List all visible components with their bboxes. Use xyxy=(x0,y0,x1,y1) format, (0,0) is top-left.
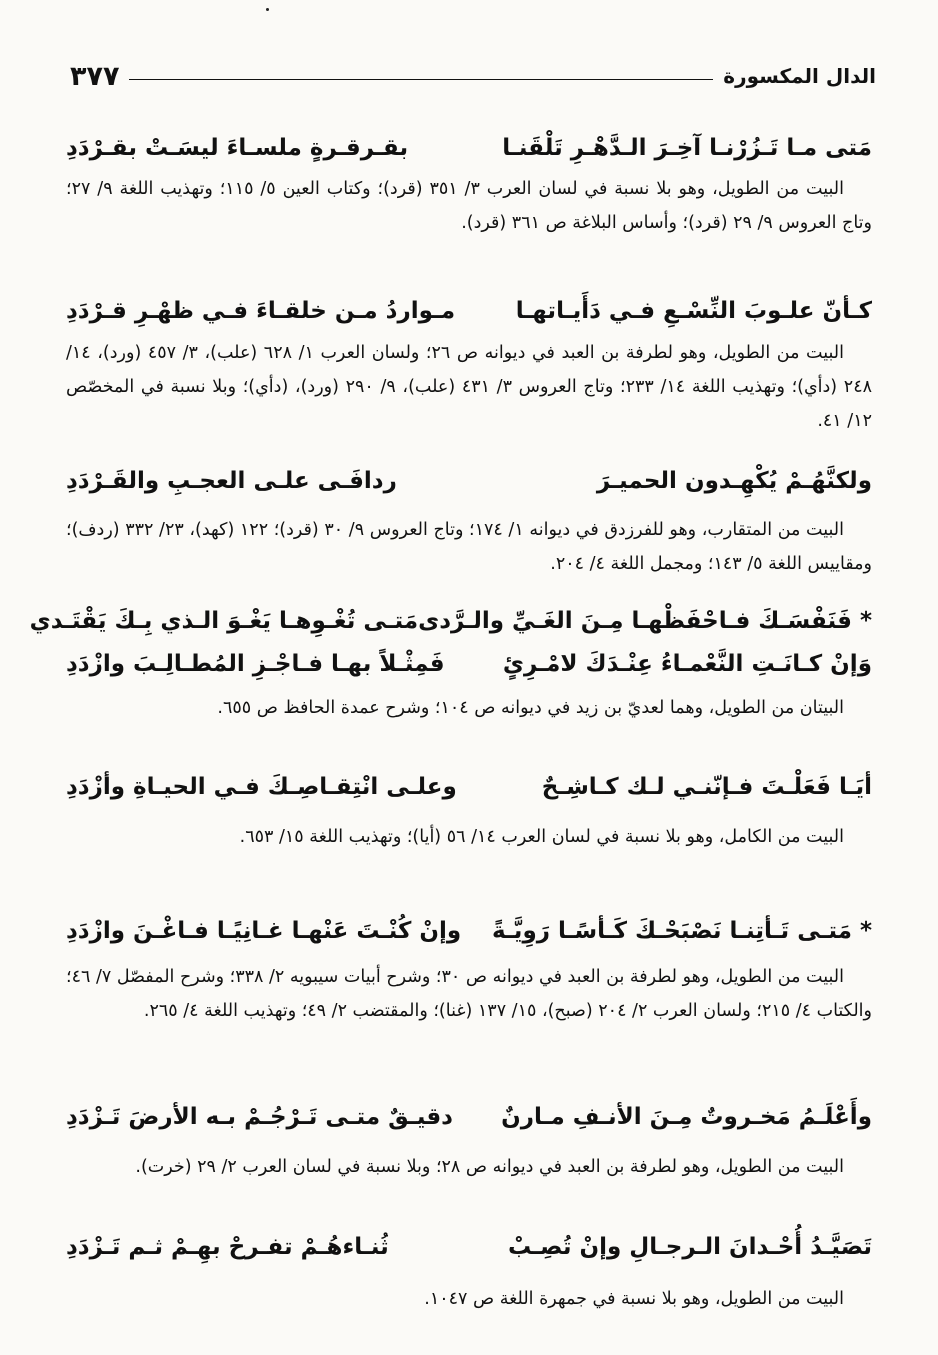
verse-line xyxy=(29,600,872,642)
verse-second-hemistich: ردافَـى علـى العجـبِ والقَـرْدَدِ xyxy=(66,468,397,494)
verse-line xyxy=(66,643,872,685)
verse-line xyxy=(66,290,872,332)
verse-first-hemistich: وَإنْ كـانَـتِ النَّعْمـاءُ عِنْـدَكَ لامْـرِئٍ xyxy=(502,651,872,677)
verse-first-hemistich: أيَـا فَعَلْـتَ فـإنّنـي لـك كـاشِـحٌ xyxy=(541,774,872,800)
verse-reference: البيتان من الطويل، وهما لعديّ بن زيد في ديوانه ص ١٠٤؛ وشرح عمدة الحافظ ص ٦٥٥. xyxy=(217,698,844,718)
chapter-title: الدال المكسورة xyxy=(723,64,876,88)
verse-second-hemistich: دقيـقٌ متـى تَـرْجُـمْ بـه الأرضَ تَـزْدَدِ xyxy=(66,1104,453,1130)
verse-reference: البيت من الطويل، وهو لطرفة بن العبد في ديوانه ص ٢٨؛ وبلا نسبة في لسان العرب ٢/ ٢٩ (خرت). xyxy=(135,1157,844,1177)
verse-line xyxy=(66,127,872,169)
verse-first-hemistich: تَصَيَّـدُ أُحْـدانَ الـرجـالِ وإنْ تُصِـبْ xyxy=(507,1234,872,1260)
page-number: ٣٧٧ xyxy=(70,60,120,92)
verse-line xyxy=(66,1096,872,1138)
verse-first-hemistich: كـأنّ علـوبَ النِّسْـعِ فـي دَأَيـاتهـا xyxy=(515,298,872,324)
verse-line xyxy=(66,910,872,952)
verse-reference: البيت من الكامل، وهو بلا نسبة في لسان العرب ١٤/ ٥٦ (أيا)؛ وتهذيب اللغة ١٥/ ٦٥٣. xyxy=(239,827,844,847)
page-header xyxy=(70,58,876,94)
verse-first-hemistich: مَتى مـا تَـزُرْنـا آخِـرَ الـدَّهْـرِ تَلْقَنـا xyxy=(502,135,872,161)
verse-second-hemistich: ثُنـاءهُـمْ تفـرحْ بهِـمْ ثـم تَـزْدَدِ xyxy=(66,1234,389,1260)
verse-line xyxy=(66,766,872,808)
verse-first-hemistich: *مَتـى تَـأتِنـا نَصْبَحْـكَ كَـأسًـا رَوِيَّـةً xyxy=(492,918,872,944)
star-marker: * xyxy=(859,918,872,944)
verse-reference: البيت من المتقارب، وهو للفرزدق في ديوانه ١/ ١٧٤؛ وتاج العروس ٩/ ٣٠ (قرد)؛ ١٢٢ (كهد)، ٢٣/ ٣٣٢ (ردف)؛ ومقاييس اللغة ٥/ ١٤٣؛ ومجمل اللغة ٤/ ٢٠٤. xyxy=(66,520,872,574)
verse-second-hemistich: وعلـى انْتِقـاصِـكَ فـي الحيـاةِ وأزْدَدِ xyxy=(66,774,457,800)
verse-first-hemistich: وأَعْلَـمُ مَخـروتٌ مِـنَ الأنـفِ مـارنٌ xyxy=(501,1104,872,1130)
verse-reference: البيت من الطويل، وهو بلا نسبة في لسان العرب ٣/ ٣٥١ (قرد)؛ وكتاب العين ٥/ ١١٥؛ وتهذيب اللغة ٩/ ٢٧؛ وتاج العروس ٩/ ٢٩ (قرد)؛ وأساس البلاغة ص ٣٦١ (قرد). xyxy=(66,179,872,233)
verse-reference: البيت من الطويل، وهو لطرفة بن العبد في ديوانه ص ٣٠؛ وشرح أبيات سيبويه ٢/ ٣٣٨؛ وشرح المفصّل ٧/ ٤٦؛ والكتاب ٤/ ٢١٥؛ ولسان العرب ٢/ ٢٠٤ (صبح)، ١٥/ ١٣٧ (غنا)؛ والمقتضب ٢/ ٤٩؛ وتهذيب اللغة ٤/ ٢٦٥. xyxy=(66,967,872,1021)
verse-line xyxy=(66,460,872,502)
verse-first-hemistich: ولكنَّهُـمْ يُكْهِـدون الحميـرَ xyxy=(596,468,872,494)
verse-second-hemistich: مَتـى تُغْـوِهـا يَغْـوَ الـذي بِـكَ يَقْتَـدي xyxy=(29,608,419,634)
star-marker: * xyxy=(859,608,872,634)
verse-second-hemistich: مـواردُ مـن خلقـاءَ فـي ظهْـرِ قـرْدَدِ xyxy=(66,298,456,324)
verse-reference: البيت من الطويل، وهو بلا نسبة في جمهرة اللغة ص ١٠٤٧. xyxy=(424,1289,844,1309)
ink-speck xyxy=(266,8,269,11)
verse-first-hemistich: *فَنَفْسَـكَ فـاحْفَظْهـا مِـنَ الغَـيِّ والـرَّدى xyxy=(418,608,872,634)
verse-second-hemistich: بقـرقـرةٍ ملسـاءَ ليسَـتْ بقـرْدَدِ xyxy=(66,135,409,161)
verse-line xyxy=(66,1226,872,1268)
header-rule xyxy=(129,79,713,80)
verse-second-hemistich: وإنْ كُنْـتَ عَنْهـا غـانِيًـا فـاغْـنَ وازْدَدِ xyxy=(66,918,462,944)
verse-second-hemistich: فَمِثْـلاً بهـا فـاجْـزِ المُطـالِـبَ وازْدَدِ xyxy=(66,651,445,677)
verse-reference: البيت من الطويل، وهو لطرفة بن العبد في ديوانه ص ٢٦؛ ولسان العرب ١/ ٦٢٨ (علب)، ٣/ ٤٥٧ (ورد)، ١٤/ ٢٤٨ (دأي)؛ وتهذيب اللغة ١٤/ ٢٣٣؛ وتاج العروس ٣/ ٤٣١ (علب)، ٩/ ٢٩٠ (ورد)، (دأي)؛ وبلا نسبة في المخصّص ١٢/ ٤١. xyxy=(66,343,872,431)
